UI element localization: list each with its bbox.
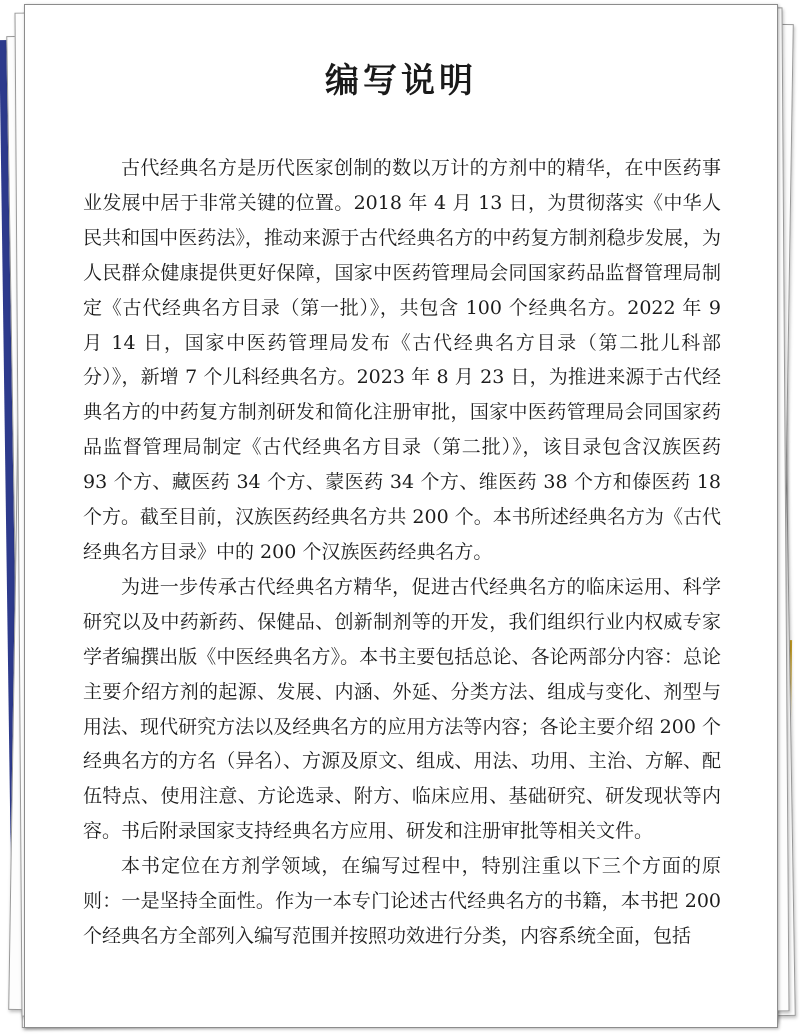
document-body bbox=[83, 151, 721, 954]
paragraph-1: 古代经典名方是历代医家创制的数以万计的方剂中的精华，在中医药事业发展中居于非常关键的位置。2018 年 4 月 13 日，为贯彻落实《中华人民共和国中医药法》，推动来源于古代经典名方的中药复方制剂稳步发展，为人民群众健康提供更好保障，国家中医药管理局会同国家药品监督管理局制定《古代经典名方目录（第一批）》，共包含 100 个经典名方。2022 年 9 月 14 日，国家中医药管理局发布《古代经典名方目录（第二批儿科部分）》，新增 7 个儿科经典名方。2023 年 8 月 23 日，为推进来源于古代经典名方的中药复方制剂研发和简化注册审批，国家中医药管理局会同国家药品监督管理局制定《古代经典名方目录（第二批）》，该目录包含汉族医药 93 个方、藏医药 34 个方、蒙医药 34 个方、维医药 38 个方和傣医药 18 个方。截至目前，汉族医药经典名方共 200 个。本书所述经典名方为《古代经典名方目录》中的 200 个汉族医药经典名方。 bbox=[83, 157, 721, 563]
paragraph-2: 为进一步传承古代经典名方精华，促进古代经典名方的临床运用、科学研究以及中药新药、保健品、创新制剂等的开发，我们组织行业内权威专家学者编撰出版《中医经典名方》。本书主要包括总论、各论两部分内容：总论主要介绍方剂的起源、发展、内涵、外延、分类方法、组成与变化、剂型与用法、现代研究方法以及经典名方的应用方法等内容；各论主要介绍 200 个经典名方的方名（异名）、方源及原文、组成、用法、功用、主治、方解、配伍特点、使用注意、方论选录、附方、临床应用、基础研究、研发现状等内容。书后附录国家支持经典名方应用、研发和注册审批等相关文件。 bbox=[83, 575, 721, 843]
document-page bbox=[24, 4, 778, 1028]
page-title: 编写说明 bbox=[325, 61, 477, 101]
paragraph-3: 本书定位在方剂学领域，在编写过程中，特别注重以下三个方面的原则：一是坚持全面性。作为一本专门论述古代经典名方的书籍，本书把 200 个经典名方全部列入编写范围并按照功效进行分类，内容系统全面，包括 bbox=[83, 855, 721, 947]
